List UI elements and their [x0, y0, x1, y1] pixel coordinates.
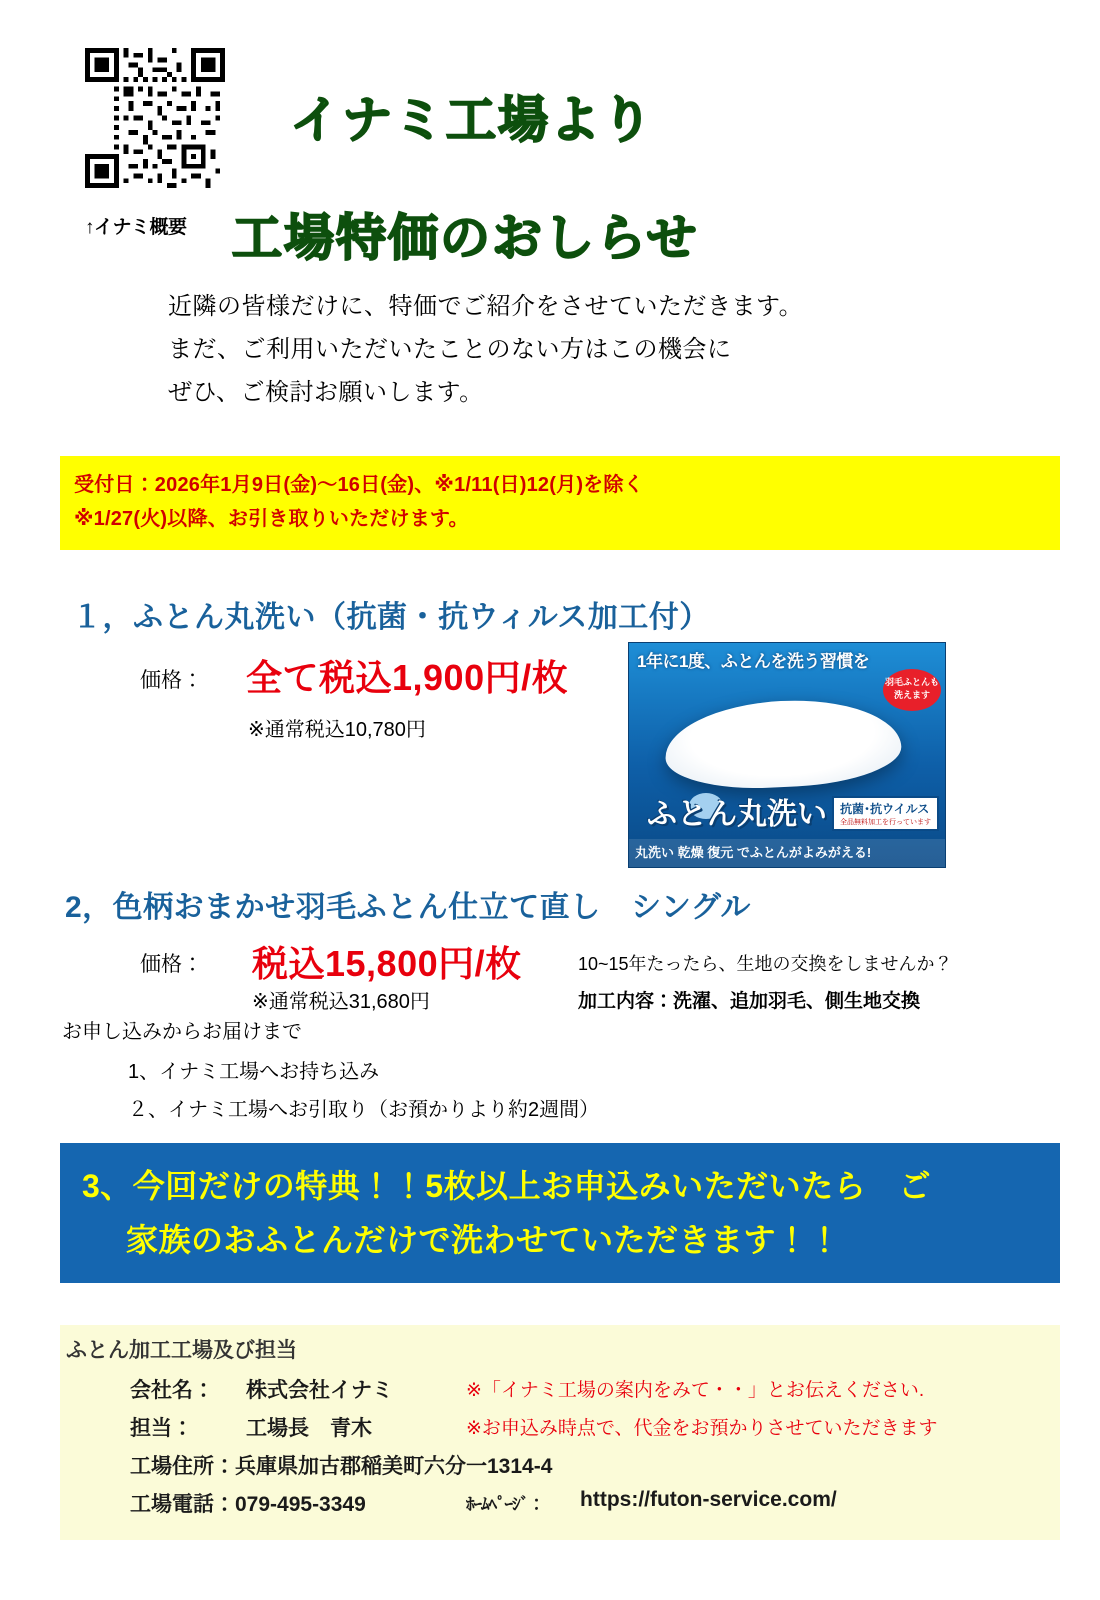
photo-tag — [832, 796, 939, 831]
footer-company-label: 会社名： — [130, 1379, 214, 1402]
section-1-price-main: 全て税込1,900円/枚 — [246, 657, 569, 698]
lead-line-3: ぜひ、ご検討お願いします。 — [168, 379, 484, 406]
qr-caption: ↑イナミ概要 — [85, 217, 187, 238]
order-flow-title: お申し込みからお届けまで — [62, 1021, 302, 1043]
order-flow-item-1: 1、イナミ工場へお持ち込み — [128, 1061, 380, 1083]
footer-contact-value: 工場長 青木 — [246, 1417, 372, 1440]
footer-contact-note: ※お申込み時点で、代金をお預かりさせていただきます — [466, 1418, 938, 1439]
photo-title: ふとん丸洗い — [647, 798, 827, 831]
section-2-price-label: 価格： — [140, 953, 203, 976]
notice-box — [60, 456, 1060, 550]
photo-bottom-text: 丸洗い 乾燥 復元 でふとんがよみがえる! — [629, 839, 945, 867]
photo-tag-text: 抗菌･抗ウイルス — [840, 802, 930, 816]
section-1-heading: １，ふとん丸洗い（抗菌・抗ウィルス加工付） — [72, 601, 710, 634]
lead-paragraph — [168, 285, 803, 414]
footer-company-note: ※「イナミ工場の案内をみて・・」とお伝えください. — [466, 1380, 925, 1401]
page-title-line1: イナミ工場より — [290, 91, 654, 149]
qr-code — [85, 48, 225, 188]
lead-line-2: まだ、ご利用いただいたことのない方はこの機会に — [168, 336, 732, 363]
banner-line-1: 3、今回だけの特典！！5枚以上お申込みいただいたら ご — [82, 1168, 932, 1204]
footer-homepage-label: ﾎｰﾑﾍﾟｰｼﾞ： — [466, 1495, 544, 1514]
banner-line-2: 家族のおふとんだけで洗わせていただきます！！ — [126, 1222, 842, 1258]
photo-top-text: 1年に1度、ふとんを洗う習慣を — [637, 652, 870, 671]
photo-tag-sub: 全品無料加工を行っています — [840, 819, 931, 826]
futon-washing-photo — [628, 642, 946, 868]
section-2-note-2: 加工内容：洗濯、追加羽毛、側生地交換 — [578, 991, 921, 1012]
footer-homepage-link[interactable]: https://futon-service.com/ — [580, 1488, 837, 1511]
order-flow-item-2: ２、イナミ工場へお引取り（お預かりより約2週間） — [128, 1099, 600, 1121]
footer-heading: ふとん加工工場及び担当 — [66, 1339, 297, 1362]
section-2-price-sub: ※通常税込31,680円 — [252, 991, 430, 1013]
footer-company-value: 株式会社イナミ — [246, 1379, 393, 1402]
page-title-line2: 工場特価のおしらせ — [232, 209, 699, 267]
footer-contact-label: 担当： — [130, 1417, 193, 1440]
lead-line-1: 近隣の皆様だけに、特価でご紹介をさせていただきます。 — [168, 293, 804, 320]
section-2-price-main: 税込15,800円/枚 — [252, 943, 522, 984]
footer-phone: 工場電話：079-495-3349 — [130, 1493, 366, 1516]
section-2-heading: 2，色柄おまかせ羽毛ふとん仕立て直し シングル — [65, 891, 751, 924]
section-1-price-label: 価格： — [140, 669, 203, 692]
section-1-price-sub: ※通常税込10,780円 — [248, 719, 426, 741]
section-2-note-1: 10~15年たったら、生地の交換をしませんか？ — [578, 954, 953, 974]
futon-illustration — [663, 695, 903, 793]
special-offer-banner — [60, 1143, 1060, 1283]
footer-address: 工場住所：兵庫県加古郡稲美町六分一1314-4 — [130, 1455, 553, 1478]
notice-line-2: ※1/27(火)以降、お引き取りいただけます。 — [74, 508, 469, 530]
photo-badge: 羽毛ふとんも洗えます — [883, 669, 941, 711]
notice-line-1: 受付日：2026年1月9日(金)〜16日(金)、※1/11(日)12(月)を除く — [74, 474, 644, 496]
